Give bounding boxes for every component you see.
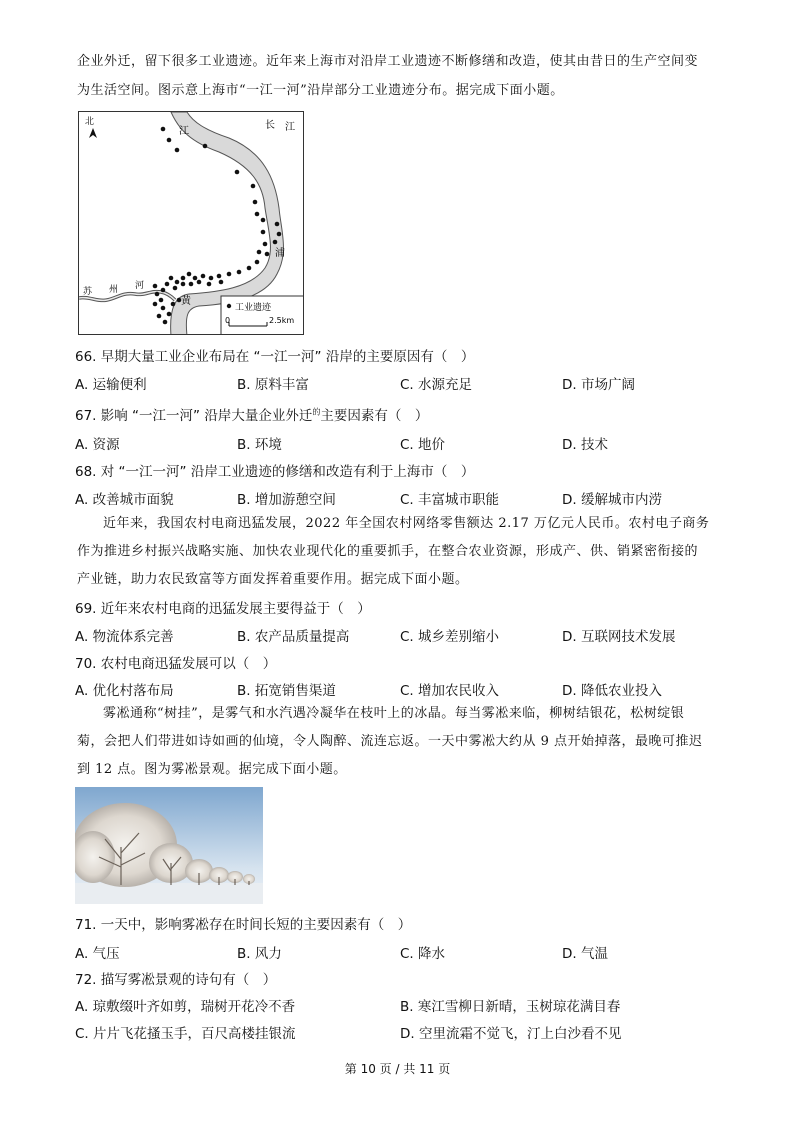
option-b[interactable]: B. 拓宽销售渠道 (237, 683, 336, 699)
map-label-he: 河 (135, 281, 145, 291)
option-b[interactable]: B. 增加游憩空间 (237, 492, 336, 508)
map-label-jiang-2: 江 (285, 122, 295, 133)
option-d[interactable]: D. 空里流霜不觉飞，汀上白沙看不见 (400, 1026, 622, 1042)
option-a[interactable]: A. 资源 (75, 437, 120, 453)
north-arrow-icon (89, 128, 97, 138)
option-d[interactable]: D. 市场广阔 (562, 377, 635, 393)
rime-landscape-photo (75, 787, 263, 904)
option-b[interactable]: B. 环境 (237, 437, 282, 453)
map-label-huang: 黄 (181, 296, 191, 307)
map-label-jiang: 江 (179, 126, 189, 137)
map-label-zhou: 州 (109, 285, 119, 295)
question-72: 72. 描写雾凇景观的诗句有（ ） (75, 972, 277, 988)
option-c[interactable]: C. 地价 (400, 437, 446, 453)
page-footer: 第 10 页 / 共 11 页 (344, 1062, 451, 1076)
option-c[interactable]: C. 城乡差别缩小 (400, 629, 500, 645)
passage-3-line-2: 菊，会把人们带进如诗如画的仙境，令人陶醉、流连忘返。一天中雾凇大约从 9 点开始掉落，最晚可推迟 (77, 734, 703, 749)
map-label-pu: 浦 (275, 248, 285, 259)
option-b[interactable]: B. 原料丰富 (237, 377, 309, 393)
question-70: 70. 农村电商迅猛发展可以（ ） (75, 656, 277, 672)
map-label-su: 苏 (83, 287, 93, 297)
industrial-heritage-map (78, 111, 304, 335)
intro-line-1: 企业外迁，留下很多工业遗迹。近年来上海市对沿岸工业遗迹不断修缮和改造，使其由昔日的生产空间变 (77, 54, 699, 69)
passage-3-line-3: 到 12 点。图为雾凇景观。据完成下面小题。 (77, 762, 347, 777)
question-67: 67. 影响 “一江一河” 沿岸大量企业外迁$^的$主要因素有（ ） (75, 407, 429, 424)
map-graphic (79, 112, 304, 335)
intro-line-2: 为生活空间。图示意上海市“一江一河”沿岸部分工业遗迹分布。据完成下面小题。 (77, 83, 564, 98)
question-71: 71. 一天中，影响雾凇存在时间长短的主要因素有（ ） (75, 917, 412, 933)
option-a[interactable]: A. 气压 (75, 946, 120, 962)
legend-dot-icon (227, 304, 231, 308)
option-d[interactable]: D. 技术 (562, 437, 608, 453)
option-a[interactable]: A. 优化村落布局 (75, 683, 174, 699)
option-c[interactable]: C. 片片飞花搔玉手，百尺高楼挂银流 (75, 1026, 296, 1042)
passage-3-line-1: 雾凇通称“树挂”，是雾气和水汽遇冷凝华在枝叶上的冰晶。每当雾凇来临，柳树结银花，松树绽银 (103, 706, 685, 721)
option-c[interactable]: C. 降水 (400, 946, 446, 962)
question-69: 69. 近年来农村电商的迅猛发展主要得益于（ ） (75, 601, 371, 617)
passage-2-line-3: 产业链，助力农民致富等方面发挥着重要作用。据完成下面小题。 (77, 572, 469, 587)
option-b[interactable]: B. 农产品质量提高 (237, 629, 350, 645)
question-66: 66. 早期大量工业企业布局在 “一江一河” 沿岸的主要原因有（ ） (75, 349, 475, 365)
option-d[interactable]: D. 缓解城市内涝 (562, 492, 662, 508)
north-label: 北 (85, 117, 95, 127)
option-a[interactable]: A. 物流体系完善 (75, 629, 174, 645)
option-a[interactable]: A. 改善城市面貌 (75, 492, 174, 508)
map-label-chang: 长 (265, 120, 275, 131)
legend-label: 工业遗迹 (235, 303, 272, 313)
scale-end: 2.5km (269, 316, 295, 325)
question-68: 68. 对 “一江一河” 沿岸工业遗迹的修缮和改造有利于上海市（ ） (75, 464, 475, 480)
option-c[interactable]: C. 增加农民收入 (400, 683, 500, 699)
option-b[interactable]: B. 寒江雪柳日新晴，玉树琼花满目春 (400, 999, 621, 1015)
option-a[interactable]: A. 琼敷缀叶齐如剪，瑞树开花冷不香 (75, 999, 296, 1015)
passage-2-line-1: 近年来，我国农村电商迅猛发展，2022 年全国农村网络零售额达 2.17 万亿元人民币。农村电子商务 (103, 516, 710, 531)
option-b[interactable]: B. 风力 (237, 946, 282, 962)
superscript-mark: 的 (312, 407, 321, 417)
option-d[interactable]: D. 气温 (562, 946, 608, 962)
option-a[interactable]: A. 运输便利 (75, 377, 147, 393)
scale-zero: 0 (225, 316, 231, 325)
option-c[interactable]: C. 丰富城市职能 (400, 492, 500, 508)
passage-2-line-2: 作为推进乡村振兴战略实施、加快农业现代化的重要抓手，在整合农业资源，形成产、供、销紧密衔接的 (77, 544, 699, 559)
option-d[interactable]: D. 降低农业投入 (562, 683, 662, 699)
option-d[interactable]: D. 互联网技术发展 (562, 629, 676, 645)
option-c[interactable]: C. 水源充足 (400, 377, 473, 393)
